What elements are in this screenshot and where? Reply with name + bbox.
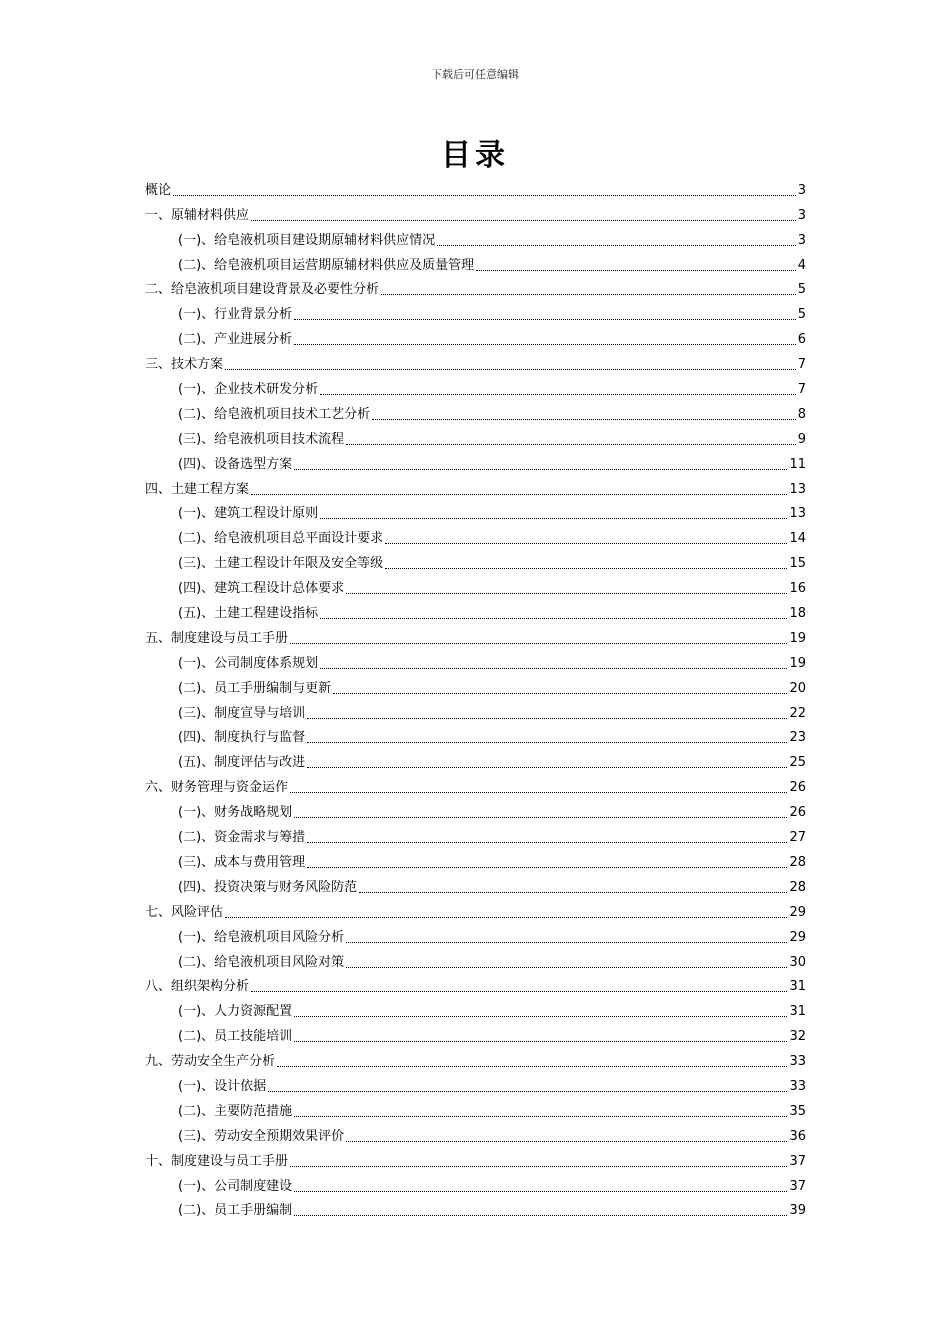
- toc-entry-page: 13: [789, 506, 806, 522]
- toc-entry[interactable]: [145, 573, 806, 598]
- toc-entry[interactable]: [145, 499, 806, 524]
- toc-entry[interactable]: [145, 747, 806, 772]
- toc-entry-title: (一)、给皂液机项目风险分析: [178, 929, 345, 945]
- toc-entry[interactable]: [145, 374, 806, 399]
- toc-entry-page: 19: [789, 655, 806, 671]
- toc-entry[interactable]: [145, 1121, 806, 1146]
- toc-entry[interactable]: [145, 598, 806, 623]
- toc-entry[interactable]: [145, 324, 806, 349]
- toc-dot-leader: [372, 418, 796, 420]
- toc-dot-leader: [333, 692, 787, 694]
- toc-dot-leader: [251, 990, 787, 992]
- toc-entry-page: 28: [789, 854, 806, 870]
- toc-entry-title: 八、组织架构分析: [145, 979, 250, 995]
- toc-entry[interactable]: [145, 698, 806, 723]
- toc-entry-page: 27: [789, 830, 806, 846]
- toc-entry[interactable]: [145, 1071, 806, 1096]
- toc-entry-page: 32: [789, 1029, 806, 1045]
- toc-entry-page: 37: [789, 1178, 806, 1194]
- toc-entry[interactable]: [145, 349, 806, 374]
- toc-entry-title: 概论: [145, 182, 172, 198]
- toc-entry-page: 6: [797, 332, 806, 348]
- toc-entry[interactable]: [145, 972, 806, 997]
- toc-entry-page: 4: [797, 257, 806, 273]
- toc-entry-page: 31: [789, 979, 806, 995]
- toc-entry[interactable]: [145, 623, 806, 648]
- toc-entry-title: (三)、成本与费用管理: [178, 854, 306, 870]
- toc-entry-title: 十、制度建设与员工手册: [145, 1153, 289, 1169]
- toc-entry-page: 39: [789, 1203, 806, 1219]
- toc-entry[interactable]: [145, 1021, 806, 1046]
- toc-dot-leader: [346, 966, 787, 968]
- toc-entry-title: 二、给皂液机项目建设背景及必要性分析: [145, 282, 380, 298]
- toc-dot-leader: [225, 368, 796, 370]
- toc-dot-leader: [294, 318, 796, 320]
- toc-entry-title: (四)、制度执行与监督: [178, 730, 306, 746]
- toc-entry-title: (四)、投资决策与财务风险防范: [178, 879, 358, 895]
- toc-entry-page: 35: [789, 1103, 806, 1119]
- toc-entry[interactable]: [145, 996, 806, 1021]
- toc-dot-leader: [290, 642, 787, 644]
- toc-dot-leader: [294, 1214, 787, 1216]
- toc-dot-leader: [294, 1190, 787, 1192]
- toc-entry-page: 37: [789, 1153, 806, 1169]
- toc-entry-title: (一)、企业技术研发分析: [178, 382, 319, 398]
- toc-entry-page: 33: [789, 1078, 806, 1094]
- toc-entry-page: 7: [797, 357, 806, 373]
- toc-entry-title: 六、财务管理与资金运作: [145, 780, 289, 796]
- toc-entry[interactable]: [145, 1046, 806, 1071]
- toc-entry-title: (一)、建筑工程设计原则: [178, 506, 319, 522]
- toc-dot-leader: [294, 1015, 787, 1017]
- toc-dot-leader: [294, 1115, 787, 1117]
- toc-dot-leader: [320, 517, 787, 519]
- toc-entry-page: 28: [789, 879, 806, 895]
- toc-dot-leader: [173, 194, 796, 196]
- toc-entry-title: (二)、员工手册编制与更新: [178, 680, 332, 696]
- toc-dot-leader: [251, 219, 796, 221]
- page-header: 下载后可任意编辑: [431, 68, 519, 81]
- toc-dot-leader: [225, 916, 787, 918]
- toc-dot-leader: [385, 542, 787, 544]
- toc-entry-title: (二)、给皂液机项目风险对策: [178, 954, 345, 970]
- toc-entry-title: 四、土建工程方案: [145, 481, 250, 497]
- toc-dot-leader: [294, 1040, 787, 1042]
- toc-entry[interactable]: [145, 1196, 806, 1221]
- toc-entry[interactable]: [145, 299, 806, 324]
- toc-entry-page: 7: [797, 382, 806, 398]
- toc-entry-title: (一)、财务战略规划: [178, 805, 293, 821]
- toc-entry-title: (二)、资金需求与筹措: [178, 830, 306, 846]
- toc-entry-page: 22: [789, 705, 806, 721]
- toc-entry[interactable]: [145, 175, 806, 200]
- toc-entry-page: 33: [789, 1054, 806, 1070]
- toc-entry-title: (一)、行业背景分析: [178, 307, 293, 323]
- toc-dot-leader: [294, 816, 787, 818]
- toc-entry-title: (一)、公司制度体系规划: [178, 655, 319, 671]
- toc-dot-leader: [359, 891, 787, 893]
- toc-entry[interactable]: [145, 947, 806, 972]
- toc-entry-page: 29: [789, 904, 806, 920]
- toc-dot-leader: [307, 766, 787, 768]
- toc-dot-leader: [346, 1140, 787, 1142]
- toc-entry[interactable]: [145, 897, 806, 922]
- toc-entry-page: 36: [789, 1128, 806, 1144]
- toc-entry[interactable]: [145, 648, 806, 673]
- toc-entry-page: 5: [797, 282, 806, 298]
- toc-entry[interactable]: [145, 424, 806, 449]
- toc-entry[interactable]: [145, 1146, 806, 1171]
- toc-entry-page: 18: [789, 606, 806, 622]
- toc-entry-page: 16: [789, 581, 806, 597]
- toc-entry[interactable]: [145, 772, 806, 797]
- toc-dot-leader: [320, 617, 787, 619]
- toc-entry-title: (一)、给皂液机项目建设期原辅材料供应情况: [178, 232, 436, 248]
- toc-entry-page: 11: [789, 456, 806, 472]
- toc-entry[interactable]: [145, 548, 806, 573]
- toc-entry-title: (三)、土建工程设计年限及安全等级: [178, 556, 384, 572]
- toc-entry[interactable]: [145, 847, 806, 872]
- toc-entry-page: 3: [797, 182, 806, 198]
- toc-entry-page: 31: [789, 1004, 806, 1020]
- toc-entry-page: 5: [797, 307, 806, 323]
- toc-entry-page: 19: [789, 630, 806, 646]
- toc-dot-leader: [294, 468, 787, 470]
- toc-entry[interactable]: [145, 673, 806, 698]
- toc-entry-title: (四)、设备选型方案: [178, 456, 293, 472]
- toc-entry-title: (二)、主要防范措施: [178, 1103, 293, 1119]
- toc-entry[interactable]: [145, 1096, 806, 1121]
- toc-dot-leader: [437, 244, 796, 246]
- toc-entry[interactable]: [145, 872, 806, 897]
- toc-entry[interactable]: [145, 1171, 806, 1196]
- toc-entry-page: 30: [789, 954, 806, 970]
- toc-entry-title: (三)、劳动安全预期效果评价: [178, 1128, 345, 1144]
- toc-dot-leader: [307, 841, 787, 843]
- toc-entry-page: 9: [797, 431, 806, 447]
- toc-entry-page: 3: [797, 207, 806, 223]
- toc-entry[interactable]: [145, 922, 806, 947]
- toc-dot-leader: [320, 393, 796, 395]
- toc-entry-title: (三)、制度宣导与培训: [178, 705, 306, 721]
- toc-dot-leader: [251, 493, 787, 495]
- toc-entry-page: 8: [797, 406, 806, 422]
- toc-entry-title: 三、技术方案: [145, 357, 224, 373]
- toc-entry-page: 29: [789, 929, 806, 945]
- toc-entry-title: (三)、给皂液机项目技术流程: [178, 431, 345, 447]
- toc-entry-page: 14: [789, 531, 806, 547]
- toc-entry-page: 3: [797, 232, 806, 248]
- toc-entry-title: (二)、给皂液机项目技术工艺分析: [178, 406, 371, 422]
- toc-entry[interactable]: [145, 822, 806, 847]
- toc-entry-title: 七、风险评估: [145, 904, 224, 920]
- toc-entry-page: 26: [789, 805, 806, 821]
- toc-dot-leader: [346, 443, 796, 445]
- toc-entry[interactable]: [145, 225, 806, 250]
- toc-entry-title: (二)、员工手册编制: [178, 1203, 293, 1219]
- toc-dot-leader: [294, 343, 796, 345]
- toc-dot-leader: [307, 741, 787, 743]
- toc-entry-title: 一、原辅材料供应: [145, 207, 250, 223]
- toc-entry[interactable]: [145, 449, 806, 474]
- toc-entry[interactable]: [145, 474, 806, 499]
- toc-dot-leader: [381, 293, 796, 295]
- toc-dot-leader: [268, 1090, 787, 1092]
- toc-entry[interactable]: [145, 399, 806, 424]
- toc-dot-leader: [290, 1165, 787, 1167]
- toc-entry-title: 五、制度建设与员工手册: [145, 630, 289, 646]
- toc-entry-title: (二)、给皂液机项目运营期原辅材料供应及质量管理: [178, 257, 475, 273]
- toc-dot-leader: [320, 667, 787, 669]
- toc-entry-title: (五)、制度评估与改进: [178, 755, 306, 771]
- toc-entry-page: 26: [789, 780, 806, 796]
- toc-entry-title: (四)、建筑工程设计总体要求: [178, 581, 345, 597]
- toc-entry[interactable]: [145, 250, 806, 275]
- toc-entry[interactable]: [145, 523, 806, 548]
- table-of-contents: [145, 175, 806, 1220]
- page-title: 目录: [441, 138, 509, 173]
- toc-dot-leader: [307, 866, 787, 868]
- toc-dot-leader: [346, 941, 787, 943]
- toc-entry[interactable]: [145, 723, 806, 748]
- toc-entry-title: (二)、给皂液机项目总平面设计要求: [178, 531, 384, 547]
- toc-entry-page: 20: [789, 680, 806, 696]
- toc-entry-title: (一)、公司制度建设: [178, 1178, 293, 1194]
- toc-entry-title: (一)、人力资源配置: [178, 1004, 293, 1020]
- toc-entry-page: 25: [789, 755, 806, 771]
- toc-dot-leader: [476, 269, 796, 271]
- toc-entry-page: 23: [789, 730, 806, 746]
- toc-dot-leader: [290, 791, 787, 793]
- toc-entry-title: (五)、土建工程建设指标: [178, 606, 319, 622]
- toc-entry-title: (二)、员工技能培训: [178, 1029, 293, 1045]
- toc-entry[interactable]: [145, 200, 806, 225]
- toc-entry-title: (二)、产业进展分析: [178, 332, 293, 348]
- toc-dot-leader: [385, 567, 787, 569]
- toc-entry[interactable]: [145, 797, 806, 822]
- toc-dot-leader: [307, 717, 787, 719]
- toc-entry-title: 九、劳动安全生产分析: [145, 1054, 276, 1070]
- toc-entry-page: 15: [789, 556, 806, 572]
- toc-entry[interactable]: [145, 275, 806, 300]
- toc-entry-title: (一)、设计依据: [178, 1078, 267, 1094]
- toc-dot-leader: [277, 1065, 787, 1067]
- toc-dot-leader: [346, 592, 787, 594]
- toc-entry-page: 13: [789, 481, 806, 497]
